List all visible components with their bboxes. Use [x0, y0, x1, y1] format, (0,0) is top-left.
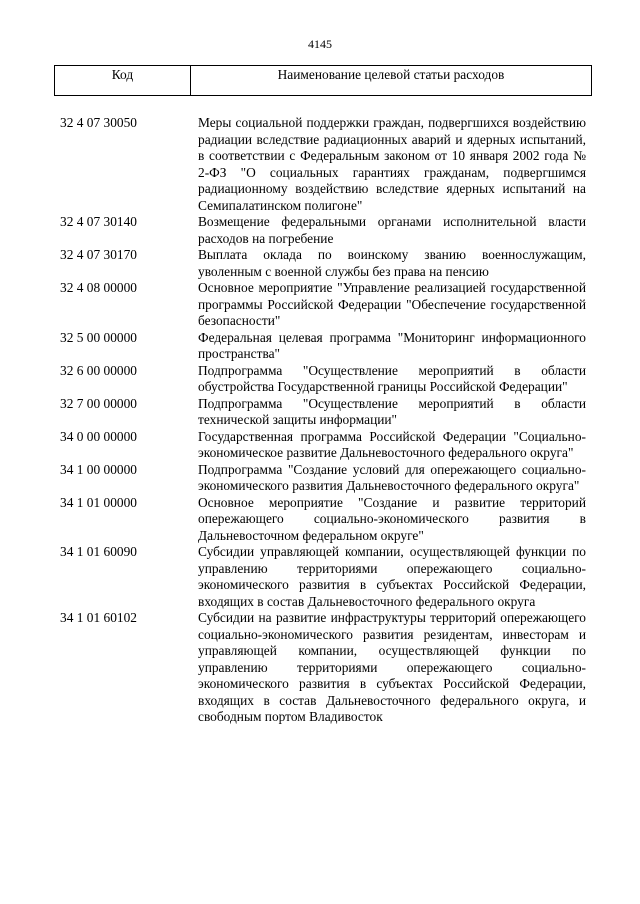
row-name: Подпрограмма "Осуществление мероприятий в области технической защиты информации" [198, 395, 586, 427]
table-header [54, 65, 592, 96]
table-row [54, 462, 592, 495]
row-code: 32 4 08 00000 [60, 280, 137, 295]
column-header-code: Код [55, 66, 191, 95]
row-name: Подпрограмма "Создание условий для опережающего социально-экономического развития Дальневосточного федерального округа" [198, 461, 586, 493]
row-name: Субсидии на развитие инфраструктуры территорий опережающего социально-экономического развития резидентам, инвесторам и управляющей компании, осуществляющей функции по управлению территориями опережающего социально-экономического развития в субъектах Российской Федерации, входящих в состав Дальневосточного федерального округа, и свободным портом Владивосток [198, 610, 586, 724]
row-code: 34 1 01 00000 [60, 494, 137, 510]
row-name: Федеральная целевая программа "Мониторинг информационного пространства" [198, 329, 586, 361]
table-row [54, 363, 592, 396]
row-code: 34 0 00 00000 [60, 428, 137, 444]
table-row [54, 396, 592, 429]
table-row [54, 495, 592, 545]
row-name: Подпрограмма "Осуществление мероприятий в области обустройства Государственной границы Российской Федерации" [198, 362, 586, 394]
table-row [54, 214, 592, 247]
row-name: Государственная программа Российской Федерации "Социально-экономическое развитие Дальневосточного федерального округа" [198, 428, 586, 460]
table-row [54, 330, 592, 363]
column-header-name: Наименование целевой статьи расходов [277, 67, 505, 82]
row-code: 32 4 07 30170 [60, 247, 137, 262]
row-name: Меры социальной поддержки граждан, подвергшихся воздействию радиации вследствие радиационных аварий и ядерных испытаний, в соответствии с Федеральным законом от 10 января 2002 года № 2-ФЗ "О социальных гарантиях гражданам, подвергшимся радиационному воздействию вследствие ядерных испытаний на Семипалатинском полигоне" [198, 115, 586, 213]
row-name: Выплата оклада по воинскому званию военнослужащим, уволенным с военной службы без права на пенсию [198, 247, 586, 279]
row-name: Возмещение федеральными органами исполнительной власти расходов на погребение [198, 214, 586, 246]
row-code: 32 4 07 30140 [60, 214, 137, 229]
row-name: Основное мероприятие "Управление реализацией государственной программы Российской Федерации "Обеспечение государственной безопасности" [198, 280, 586, 328]
row-code: 32 4 07 30050 [60, 115, 137, 130]
table-row [54, 610, 592, 726]
row-code: 32 5 00 00000 [60, 329, 137, 345]
row-code: 32 7 00 00000 [60, 395, 137, 411]
row-code: 34 1 00 00000 [60, 461, 137, 477]
row-name: Основное мероприятие "Создание и развитие территорий опережающего социально-экономического развития в Дальневосточном федеральном округе" [198, 494, 586, 543]
table-row [54, 544, 592, 610]
table-row [54, 280, 592, 330]
row-code: 34 1 01 60090 [60, 544, 137, 559]
row-code: 32 6 00 00000 [60, 362, 137, 378]
table-row [54, 115, 592, 214]
table-row [54, 247, 592, 280]
table-body [54, 115, 592, 726]
row-name: Субсидии управляющей компании, осуществляющей функции по управлению территориями опережающего социально-экономического развития в субъектах Российской Федерации, входящих в состав Дальневосточного федерального округа [198, 544, 586, 609]
page-number: 4145 [308, 37, 332, 51]
table-row [54, 429, 592, 462]
row-code: 34 1 01 60102 [60, 610, 137, 625]
